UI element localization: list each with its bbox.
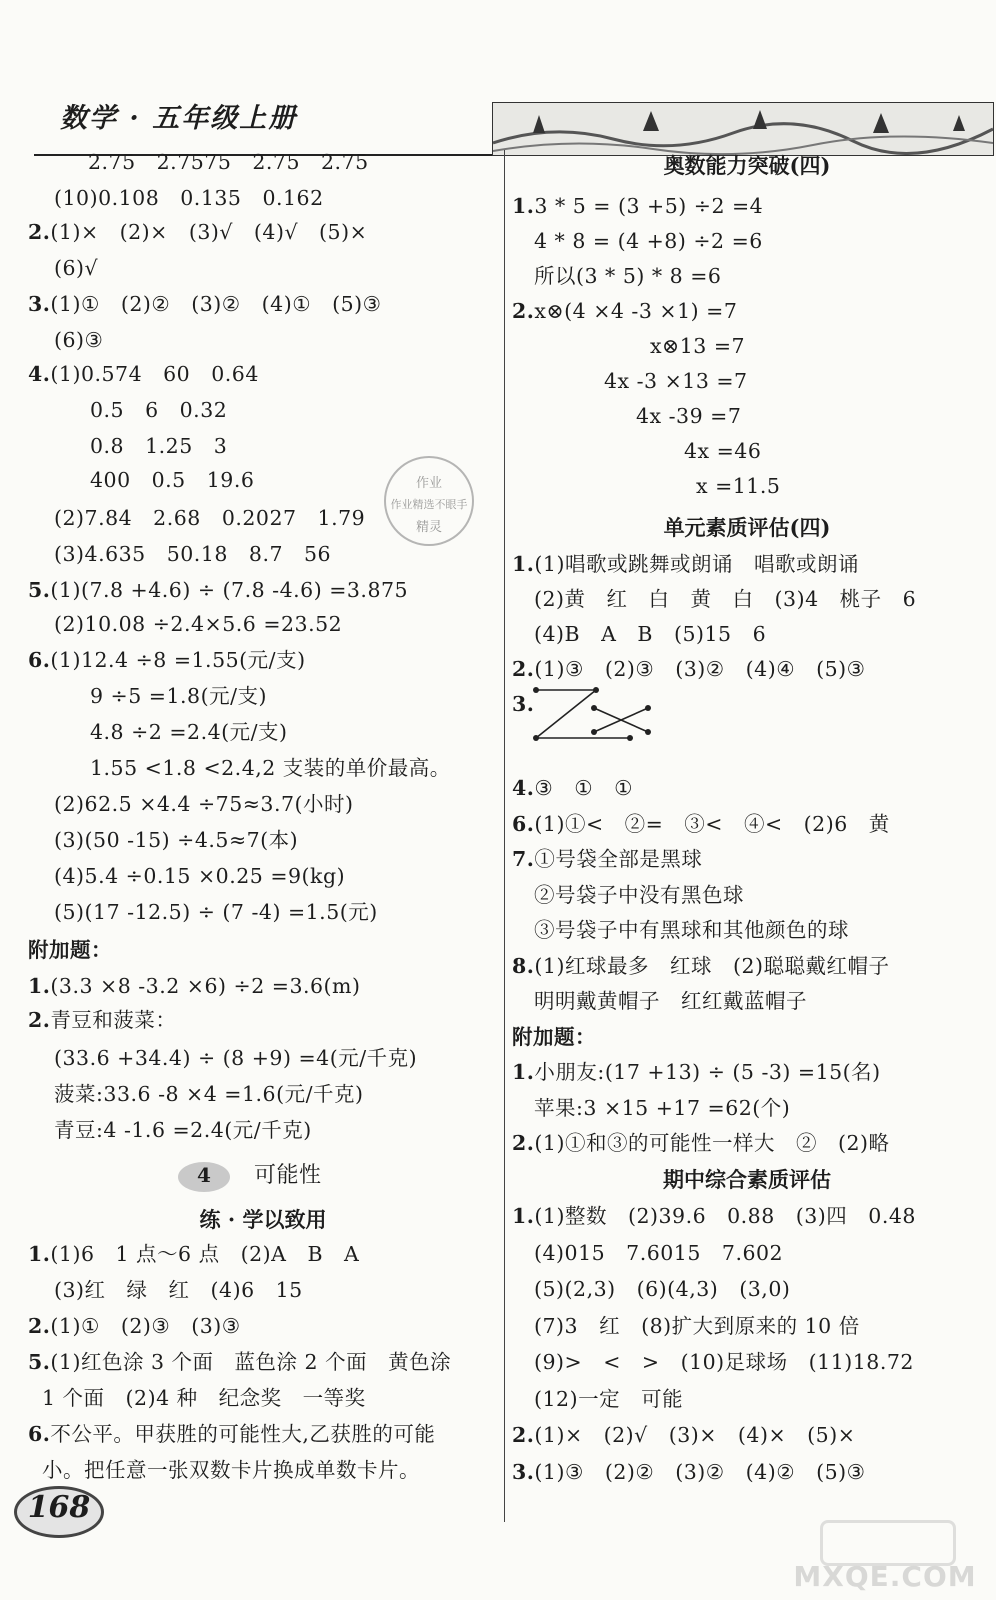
question-number: 3. <box>28 292 51 316</box>
column-divider <box>504 150 505 1522</box>
answer-text: 4.8 ÷2 =2.4(元/支) <box>90 720 288 744</box>
answer-text: 青豆和菠菜： <box>50 1008 177 1032</box>
answer-text: x =11.5 <box>696 474 781 498</box>
answer-line <box>90 682 267 710</box>
question-number: 1. <box>28 974 51 998</box>
answer-text: (2)7.84 2.68 0.2027 1.79 <box>54 506 366 530</box>
watermark <box>780 1520 990 1592</box>
section-title: 可能性 <box>254 1163 322 1188</box>
homework-stamp <box>384 456 474 546</box>
answer-text: 明明戴黄帽子 红红戴蓝帽子 <box>534 989 807 1013</box>
answer-text: (6)③ <box>54 328 104 352</box>
answer-line <box>534 262 721 290</box>
answer-line <box>54 254 98 282</box>
matching-dot <box>533 687 539 693</box>
answer-line <box>28 1006 176 1034</box>
answer-text: 小。把任意一张双数卡片换成单数卡片。 <box>42 1458 420 1482</box>
answer-line <box>512 1058 881 1086</box>
answer-text: 附加题： <box>512 1024 596 1049</box>
answer-text: (4)5.4 ÷0.15 ×0.25 =9(kg) <box>54 864 346 888</box>
answer-line <box>534 585 916 613</box>
answer-line <box>534 916 849 944</box>
answer-text: (2)10.08 ÷2.4×5.6 =23.52 <box>54 612 343 636</box>
answer-text: (9)> < > (10)足球场 (11)18.72 <box>534 1350 914 1374</box>
answer-text: 4x -39 =7 <box>636 404 742 428</box>
answer-text: 2.75 2.7575 2.75 2.75 <box>88 150 369 174</box>
answer-text: 9 ÷5 =1.8(元/支) <box>90 684 267 708</box>
answer-text: ①号袋全部是黑球 <box>534 847 703 871</box>
answer-line <box>534 1094 790 1122</box>
answer-text: (1)0.574 60 0.64 <box>50 362 259 386</box>
answer-line <box>696 472 780 500</box>
question-number: 6. <box>512 811 535 836</box>
answer-line <box>604 367 748 395</box>
answer-text: (1)红色涂 3 个面 蓝色涂 2 个面 黄色涂 <box>50 1350 452 1374</box>
question-number: 2. <box>512 657 535 681</box>
answer-line <box>512 192 763 220</box>
answer-text: (1)(7.8 +4.6) ÷ (7.8 -4.6) =3.875 <box>50 578 409 602</box>
answer-text: (6)√ <box>54 256 99 280</box>
answer-line <box>54 540 331 568</box>
answer-line <box>28 1240 359 1268</box>
answer-line <box>28 936 112 964</box>
answer-line <box>28 646 306 674</box>
question-number: 7. <box>512 847 535 871</box>
question-number: 3. <box>512 1459 535 1484</box>
answer-text: 苹果:3 ×15 +17 =62(个) <box>534 1095 791 1120</box>
watermark-text: MXQE.COM <box>793 1560 977 1593</box>
answer-line <box>28 576 408 604</box>
answer-line <box>650 332 745 360</box>
question-number: 2. <box>28 1008 51 1032</box>
answer-text: (1)①< ②= ③< ④< (2)6 黄 <box>534 811 890 836</box>
matching-dot <box>591 729 597 735</box>
question-number: 5. <box>28 578 51 602</box>
answer-text: (1)唱歌或跳舞或朗诵 唱歌或朗诵 <box>534 552 859 576</box>
question-number: 2. <box>512 299 535 323</box>
answer-line <box>534 227 763 255</box>
answer-line <box>28 1420 435 1448</box>
answer-text: 4x -3 ×13 =7 <box>604 369 748 393</box>
answer-text: (4)015 7.6015 7.602 <box>534 1240 784 1265</box>
answer-text: 青豆:4 -1.6 =2.4(元/千克) <box>54 1118 312 1142</box>
answer-text: (5)(2,3) (6)(4,3) (3,0) <box>534 1277 791 1301</box>
question-number: 2. <box>512 1131 535 1155</box>
answer-text: (4)B A B (5)15 6 <box>534 622 767 646</box>
question-number: 1. <box>512 1060 535 1084</box>
answer-line <box>54 504 365 532</box>
answer-text: 4x =46 <box>684 439 762 463</box>
book-title: 数学 · 五年级上册 <box>60 103 298 134</box>
answer-text: (12)一定 可能 <box>534 1386 684 1411</box>
answer-line <box>512 810 890 838</box>
answer-text: x⊗13 =7 <box>650 334 746 358</box>
answer-text: (2)黄 红 白 黄 白 (3)4 桃子 6 <box>534 587 917 611</box>
answer-line <box>512 774 633 802</box>
answer-line <box>512 550 859 578</box>
answer-text: 1.55 <1.8 <2.4,2 支装的单价最高。 <box>90 756 451 780</box>
stamp-text-1: 作业 <box>415 476 442 491</box>
question-number: 2. <box>28 1314 51 1338</box>
answer-line <box>90 466 254 494</box>
answer-text: ③ ① ① <box>534 776 634 800</box>
answer-text: (1)③ (2)③ (3)② (4)④ (5)③ <box>534 657 866 681</box>
answer-text: 400 0.5 19.6 <box>90 468 255 492</box>
answer-text: (33.6 +34.4) ÷ (8 +9) =4(元/千克) <box>54 1046 418 1070</box>
answer-text: (1)① (2)② (3)② (4)① (5)③ <box>50 292 382 316</box>
question-number: 1. <box>28 1242 51 1266</box>
answer-text: (1)①和③的可能性一样大 ② (2)略 <box>534 1131 890 1155</box>
answer-line <box>54 1116 312 1144</box>
question-number: 2. <box>512 1423 535 1447</box>
answer-text: (1)红球最多 红球 (2)聪聪戴红帽子 <box>534 953 890 978</box>
answer-text: 0.8 1.25 3 <box>90 434 228 458</box>
question-number: 1. <box>512 194 535 218</box>
question-number: 6. <box>28 1422 51 1446</box>
answer-line <box>28 360 259 388</box>
unit-assessment-heading: 单元素质评估(四) <box>663 515 831 540</box>
answer-line <box>512 1129 889 1157</box>
answer-line <box>90 432 227 460</box>
answer-line <box>512 1421 855 1449</box>
answer-line <box>636 402 741 430</box>
decorative-banner <box>492 102 994 156</box>
answer-line <box>42 1384 366 1412</box>
answer-line <box>28 972 361 1000</box>
answer-line <box>512 1458 866 1486</box>
answer-line <box>512 845 702 873</box>
question-number: 5. <box>28 1350 51 1374</box>
olympiad-heading: 奥数能力突破(四) <box>663 153 831 178</box>
answer-text: (5)(17 -12.5) ÷ (7 -4) =1.5(元) <box>54 900 378 924</box>
answer-text: 1 个面 (2)4 种 纪念奖 一等奖 <box>42 1386 366 1410</box>
question-number: 1. <box>512 1204 535 1228</box>
matching-dot <box>645 729 651 735</box>
matching-dot <box>591 705 597 711</box>
answer-text: (2)62.5 ×4.4 ÷75≈3.7(小时) <box>54 792 354 816</box>
answer-text: (10)0.108 0.135 0.162 <box>54 186 324 210</box>
stamp-text-3: 精灵 <box>415 520 442 535</box>
answer-line <box>90 718 288 746</box>
matching-dot <box>533 735 539 741</box>
answer-text: (3)(50 -15) ÷4.5≈7(本) <box>54 828 299 852</box>
practice-heading: 练 · 学以致用 <box>199 1207 327 1232</box>
answer-line <box>54 1080 363 1108</box>
answer-line <box>54 1044 417 1072</box>
question-number: 6. <box>28 648 51 672</box>
answer-line <box>534 881 744 909</box>
matching-dot <box>627 735 633 741</box>
answer-text: 菠菜:33.6 -8 ×4 =1.6(元/千克) <box>54 1082 364 1106</box>
answer-line <box>512 1023 596 1051</box>
answer-text: (3)4.635 50.18 8.7 56 <box>54 542 332 566</box>
answer-line <box>54 610 342 638</box>
answer-line <box>54 862 345 890</box>
answer-text: x⊗(4 ×4 -3 ×1) =7 <box>534 299 738 323</box>
answer-text: (3)红 绿 红 (4)6 15 <box>54 1278 303 1302</box>
question-number: 2. <box>28 220 51 244</box>
answer-line <box>512 297 737 325</box>
question-number: 4. <box>28 362 51 386</box>
answer-line <box>54 790 354 818</box>
answer-line <box>28 290 382 318</box>
answer-line <box>684 437 761 465</box>
section-number: 4 <box>197 1163 211 1187</box>
answer-text: (1)① (2)③ (3)③ <box>50 1314 241 1338</box>
answer-text: ②号袋子中没有黑色球 <box>534 882 744 907</box>
answer-line <box>54 826 298 854</box>
page-number <box>14 1480 104 1540</box>
answer-text: (1)12.4 ÷8 =1.55(元/支) <box>50 648 306 672</box>
answer-text: (1)6 1 点～6 点 (2)A B A <box>50 1242 360 1266</box>
answer-text: 3 * 5 = (3 +5) ÷2 =4 <box>534 194 764 218</box>
answer-line <box>54 184 324 212</box>
midterm-heading: 期中综合素质评估 <box>663 1167 831 1192</box>
answer-line <box>534 987 807 1015</box>
answer-line <box>534 1348 914 1376</box>
answer-line <box>28 218 367 246</box>
answer-text: (1)× (2)√ (3)× (4)× (5)× <box>534 1423 856 1447</box>
question-number: 8. <box>512 953 535 978</box>
answer-line <box>90 754 451 782</box>
answer-text: (3.3 ×8 -3.2 ×6) ÷2 =3.6(m) <box>50 974 361 998</box>
matching-diagram <box>530 686 680 776</box>
answer-text: (1)整数 (2)39.6 0.88 (3)四 0.48 <box>534 1204 916 1228</box>
answer-text: 0.5 6 0.32 <box>90 398 228 422</box>
stamp-text-2: 作业精选不眼手 <box>390 498 468 511</box>
answer-text: (7)3 红 (8)扩大到原来的 10 倍 <box>534 1313 860 1338</box>
answer-text: 4 * 8 = (4 +8) ÷2 =6 <box>534 229 763 253</box>
answer-line <box>54 898 378 926</box>
answer-text: 小朋友:(17 +13) ÷ (5 -3) =15(名) <box>534 1060 881 1084</box>
answer-line <box>28 1348 451 1376</box>
matching-dot <box>593 687 599 693</box>
matching-line <box>536 690 596 738</box>
answer-line <box>512 1202 916 1230</box>
banner-landscape-icon <box>493 103 993 155</box>
answer-line <box>512 952 889 980</box>
answer-line <box>534 1239 783 1267</box>
matching-dot <box>645 705 651 711</box>
question-number: 3. <box>512 692 535 716</box>
answer-line <box>90 396 227 424</box>
answer-line <box>534 1385 683 1413</box>
answer-text: (1)× (2)× (3)√ (4)√ (5)× <box>50 220 368 244</box>
answer-text: 所以(3 * 5) * 8 =6 <box>534 264 722 288</box>
answer-line <box>28 1312 241 1340</box>
question-number: 1. <box>512 552 535 576</box>
answer-line <box>534 1275 790 1303</box>
question-number: 4. <box>512 776 535 800</box>
answer-line <box>54 1276 303 1304</box>
answer-line <box>512 655 866 683</box>
answer-line <box>54 326 103 354</box>
answer-line <box>534 1312 860 1340</box>
answer-text: (1)③ (2)② (3)② (4)② (5)③ <box>534 1459 866 1484</box>
section-badge <box>178 1162 230 1192</box>
page-number-text: 168 <box>27 1490 91 1525</box>
answer-text: 附加题： <box>28 938 112 962</box>
answer-text: 不公平。甲获胜的可能性大,乙获胜的可能 <box>50 1422 436 1446</box>
answer-line <box>88 148 369 176</box>
answer-text: ③号袋子中有黑球和其他颜色的球 <box>534 918 849 942</box>
answer-line <box>534 620 766 648</box>
